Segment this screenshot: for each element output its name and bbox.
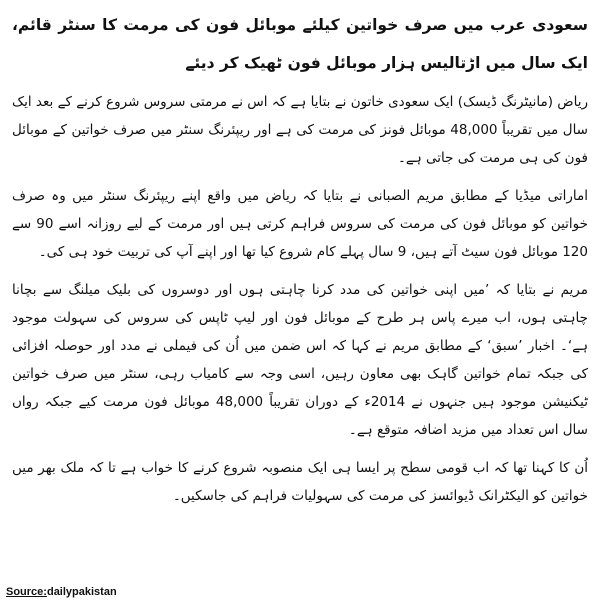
article-headline: سعودی عرب میں صرف خواتین کیلئے موبائل فون کی مرمت کا سنٹر قائم، ایک سال میں اڑتالیس ہزار موبائل فون ٹھیک کر دیئے — [12, 16, 588, 72]
article-paragraph-4: اُن کا کہنا تھا کہ اب قومی سطح پر ایسا ہی ایک منصوبہ شروع کرنے کا خواب ہے تا کہ ملک بھر میں خواتین کو الیکٹرانک ڈیوائسز کی مرمت کی سہولیات فراہم کی جاسکیں۔ — [12, 460, 588, 504]
article-paragraph-2: اماراتی میڈیا کے مطابق مریم الصبانی نے بتایا کہ ریاض میں واقع اپنے ریپئرنگ سنٹر میں وہ صرف خواتین کو موبائل فون کی مرمت کی سروس فراہم کرتی ہیں اور مرمت کے لیے روزانہ اسے 90 سے 120 موبائل فون سیٹ آتے ہیں، 9 سال پہلے کام شروع کیا تھا اور اپنے آپ کی تربیت خود ہی کی۔ — [12, 188, 588, 260]
article-paragraph-1: ریاض (مانیٹرنگ ڈیسک) ایک سعودی خاتون نے بتایا ہے کہ اس نے مرمتی سروس شروع کرنے کے بعد ایک سال میں تقریباً 48,000 موبائل فونز کی مرمت کی ہے اور ریپئرنگ سنٹر میں صرف خواتین کے موبائل فون کی ہی مرمت کی جاتی ہے۔ — [12, 94, 588, 166]
article — [8, 6, 592, 594]
source-name: dailypakistan — [46, 586, 117, 598]
article-paragraph-3: مریم نے بتایا کہ ’میں اپنی خواتین کی مدد کرنا چاہتی ہوں اور دوسروں کی بلیک میلنگ سے بچانا چاہتی ہوں، اب میرے پاس ہر طرح کے موبائل فون اور لیپ ٹاپس کی سروس کی سہولت موجود ہے‘۔ اخبار ’سبق‘ کے مطابق مریم نے کہا کہ اس ضمن میں اُن کی فیملی نے مدد اور حوصلہ افزائی کی جبکہ تمام خواتین گاہک بھی معاون رہیں، اسی وجہ سے کامیاب رہی، سنٹر میں صرف خواتین ٹیکنیشن موجود ہیں جنہوں نے 2014ء کے دوران تقریباً 48,000 موبائل فون مرمت کیے جبکہ رواں سال اس تعداد میں مزید اضافہ متوقع ہے۔ — [12, 282, 588, 438]
source-label: Source: — [6, 586, 47, 598]
source-credit — [6, 586, 117, 598]
